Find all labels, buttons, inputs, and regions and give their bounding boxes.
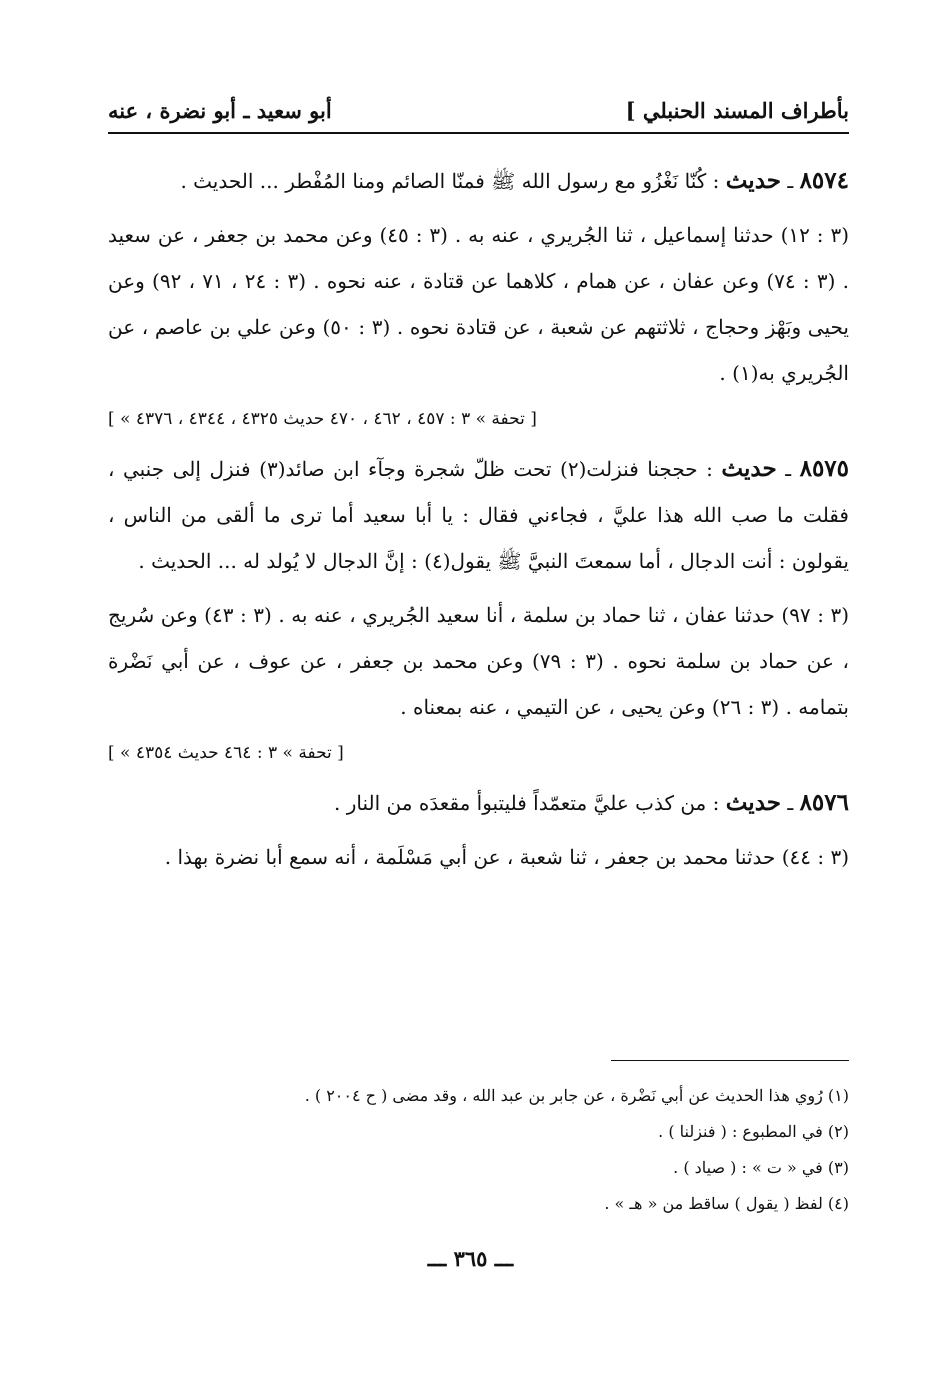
hadith-label: حديث	[725, 789, 781, 816]
hadith-entry: ٨٥٧٥ ـ حديث : حججنا فنزلت(٢) تحت ظلّ شجرة وجآء ابن صائد(٣) فنزل إلى جنبي ، فقلت ما صب الله هذا عليَّ ، فجاءني فقال : يا أبا سعيد أما ترى ما ألقى من الناس ، يقولون : أنت الدجال ، أما سمعتَ النبيَّ ﷺ يقول(٤) : إنَّ الدجال لا يُولد له ... الحديث .	[108, 455, 850, 573]
footnote-divider	[611, 1060, 849, 1061]
header-section-title: أبو سعيد ـ أبو نضرة ، عنه	[108, 98, 332, 123]
isnad-paragraph: (٣ : ١٢) حدثنا إسماعيل ، ثنا الجُريري ، عنه به . (٣ : ٤٥) وعن محمد بن جعفر ، عن سعيد . (٣ : ٧٤) وعن عفان ، عن همام ، كلاهما عن قتادة ، عنه نحوه . (٣ : ٢٤ ، ٧١ ، ٩٢) وعن يحيى وبَهْز وحجاج ، ثلاثتهم عن شعبة ، عن قتادة نحوه . (٣ : ٥٠) وعن علي بن عاصم ، عن الجُريري به(١) .	[108, 223, 850, 385]
footnotes	[108, 1078, 849, 1222]
hadith-number: ٨٥٧٦	[799, 789, 849, 816]
running-header	[108, 96, 849, 126]
hadith-label: حديث	[721, 455, 777, 482]
hadith-text: : كُنّا نَغْزُو مع رسول الله ﷺ فمنّا الصائم ومنا المُفْطر ... الحديث .	[180, 169, 726, 193]
hadith-label: حديث	[725, 167, 781, 194]
header-book-title: بأطراف المسند الحنبلي ]	[625, 98, 849, 123]
isnad-paragraph: (٣ : ٤٤) حدثنا محمد بن جعفر ، ثنا شعبة ، عن أبي مَسْلَمة ، أنه سمع أبا نضرة بهذا .	[164, 845, 849, 869]
page-number: ـــ ٣٦٥ ـــ	[427, 1246, 514, 1271]
main-text	[108, 158, 849, 886]
hadith-entry: ٨٥٧٤ ـ حديث : كُنّا نَغْزُو مع رسول الله ﷺ فمنّا الصائم ومنا المُفْطر ... الحديث .	[180, 167, 849, 194]
isnad-paragraph: (٣ : ٩٧) حدثنا عفان ، ثنا حماد بن سلمة ، أنا سعيد الجُريري ، عنه به . (٣ : ٤٣) وعن سُريج ، عن حماد بن سلمة نحوه . (٣ : ٧٩) وعن محمد بن جعفر ، عن عوف ، عن أبي نَضْرة بتمامه . (٣ : ٢٦) وعن يحيى ، عن التيمي ، عنه بمعناه .	[108, 603, 850, 719]
hadith-text: : من كذب عليَّ متعمّداً فليتبوأ مقعدَه من النار .	[334, 791, 726, 815]
hadith-number: ٨٥٧٥	[799, 455, 850, 482]
footnote: (٢) في المطبوع : ( فنزلنا ) .	[658, 1122, 849, 1141]
hadith-entry: ٨٥٧٦ ـ حديث : من كذب عليَّ متعمّداً فليتبوأ مقعدَه من النار .	[334, 789, 849, 816]
hadith-number: ٨٥٧٤	[799, 167, 849, 194]
footnote: (١) رُوي هذا الحديث عن أبي نَضْرة ، عن جابر بن عبد الله ، وقد مضى ( ح ٢٠٠٤ ) .	[304, 1086, 849, 1105]
footnote: (٤) لفظ ( يقول ) ساقط من « هـ » .	[604, 1194, 849, 1213]
hadith-text: : حججنا فنزلت(٢) تحت ظلّ شجرة وجآء ابن صائد(٣) فنزل إلى جنبي ، فقلت ما صب الله هذا عليَّ ، فجاءني فقال : يا أبا سعيد أما ترى ما ألقى من الناس ، يقولون : أنت الدجال ، أما سمعتَ النبيَّ ﷺ يقول(٤) : إنَّ الدجال لا يُولد له ... الحديث .	[108, 457, 849, 573]
footnote: (٣) في « ت » : ( صياد ) .	[673, 1158, 849, 1177]
header-divider	[108, 132, 849, 134]
tuhfa-reference: [ « تحفة » ٣ : ٤٦٤ حديث ٤٣٥٤ ]	[108, 743, 344, 763]
tuhfa-reference: [ « تحفة » ٣ : ٤٥٧ ، ٤٦٢ ، ٤٧٠ حديث ٤٣٢٥ ، ٤٣٤٤ ، ٤٣٧٦ ]	[108, 409, 537, 429]
